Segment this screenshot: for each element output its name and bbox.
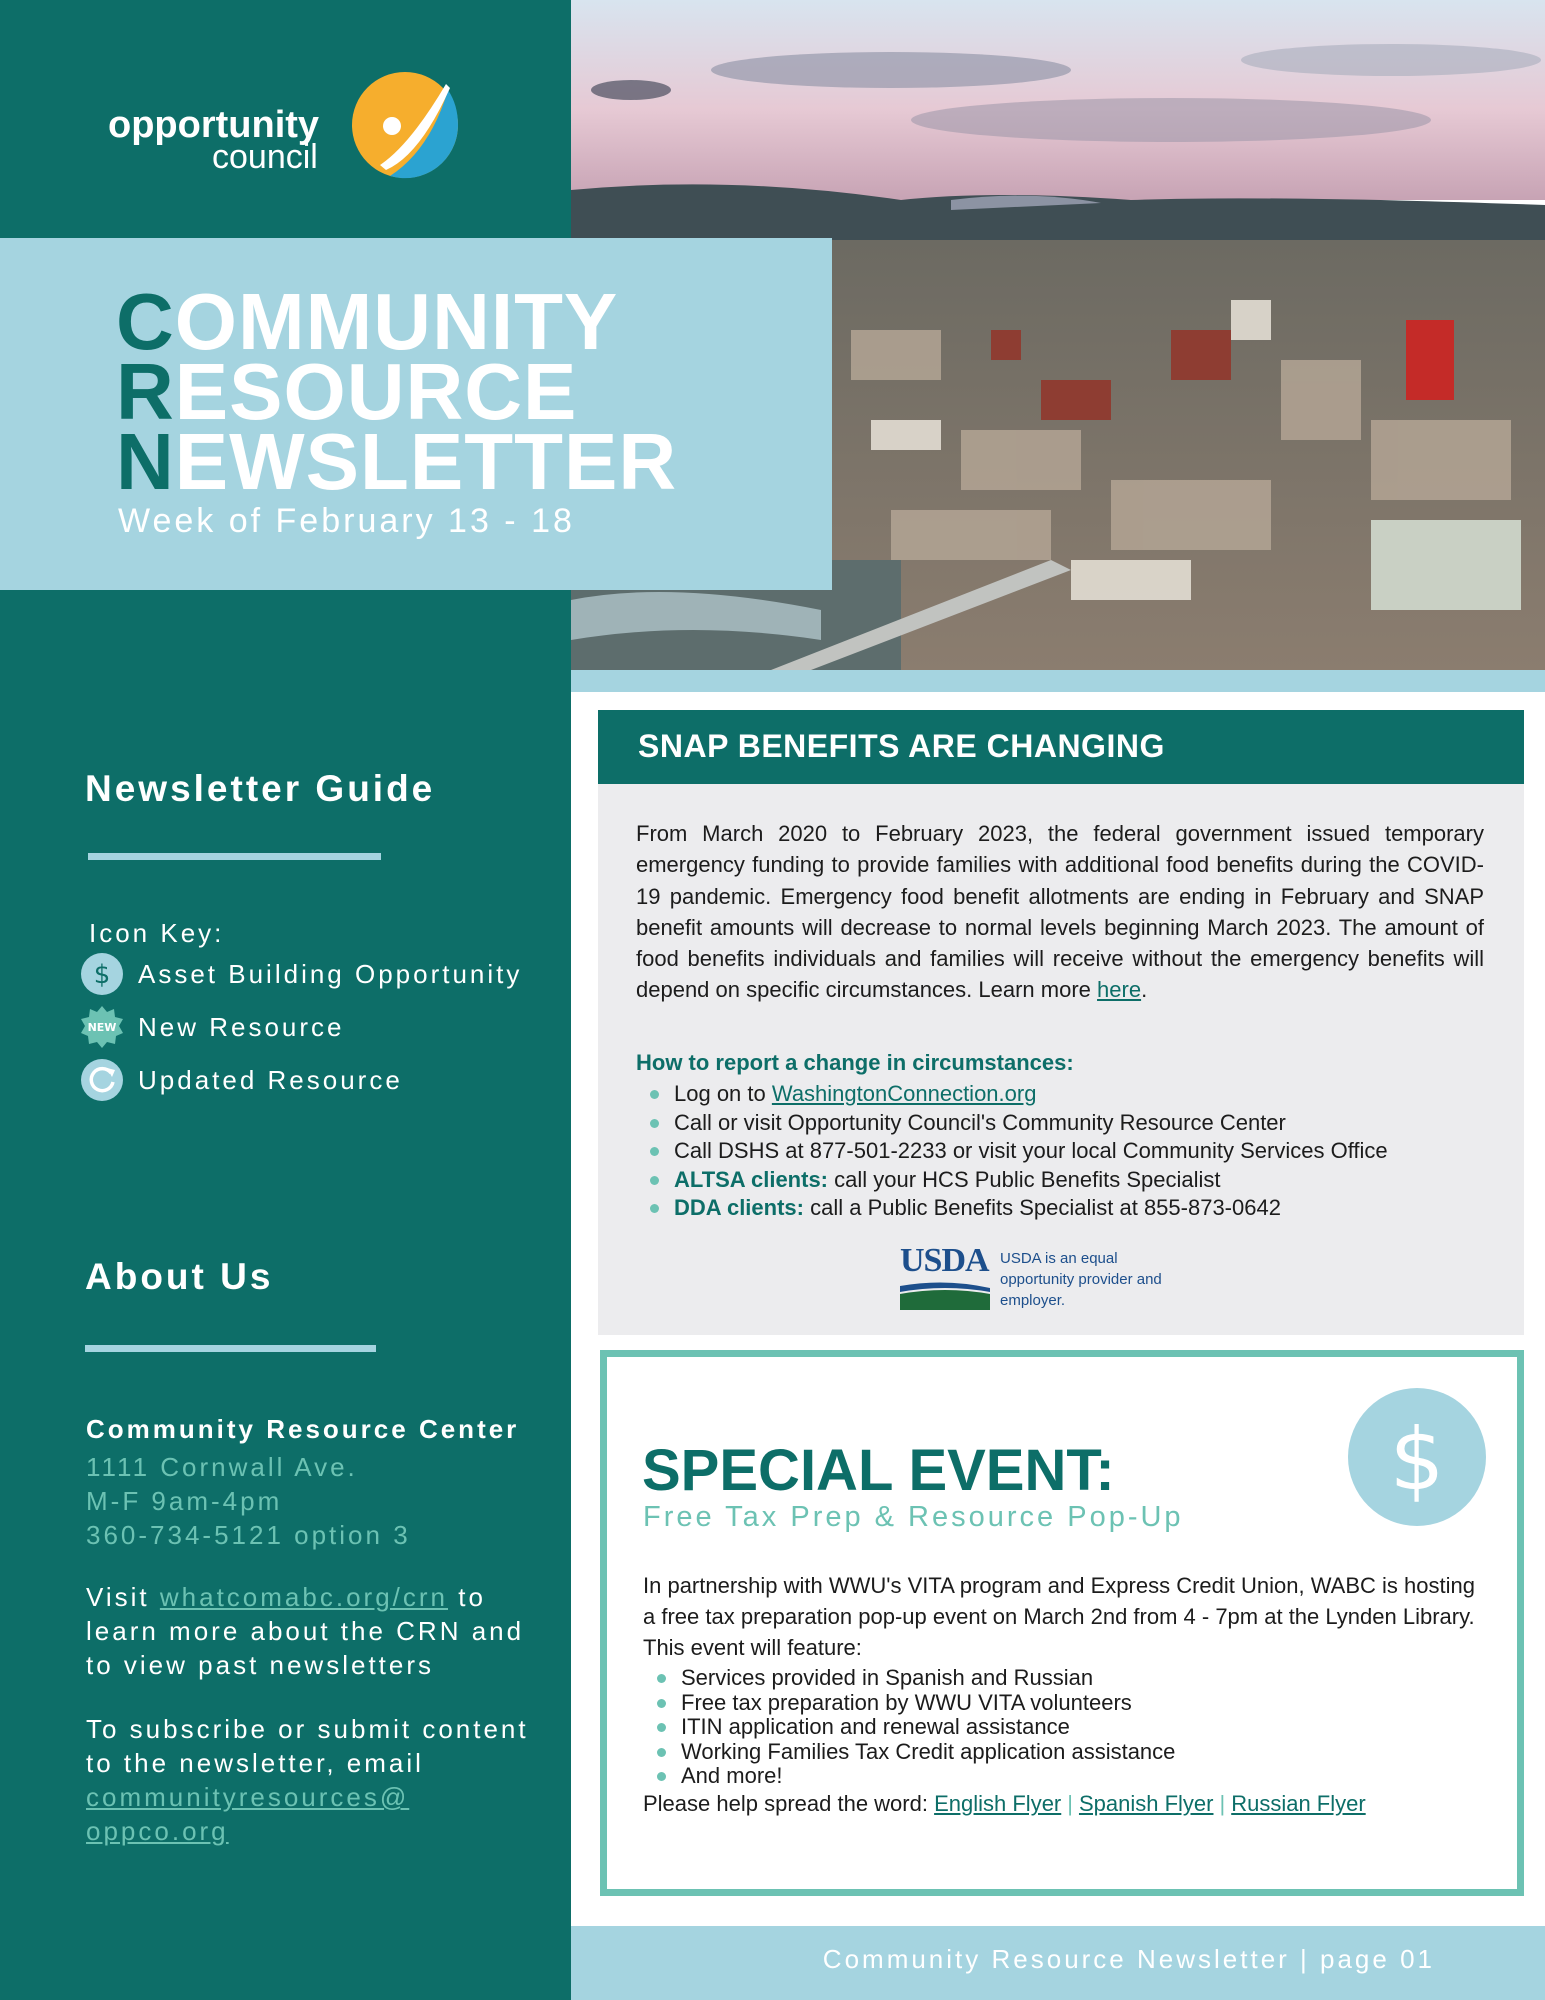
report-change-list — [636, 1080, 1388, 1223]
center-address: 1111 Cornwall Ave. — [86, 1452, 358, 1482]
subscribe-paragraph: To subscribe or submit content to the newsletter, email communityresources@ oppco.org — [86, 1714, 529, 1846]
footer-text: Community Resource Newsletter | page 01 — [822, 1944, 1435, 1974]
opportunity-council-logo — [108, 68, 468, 183]
new-badge-icon — [80, 1005, 124, 1049]
masthead-title-line-2: RESOURCE — [116, 347, 578, 436]
week-of-date: Week of February 13 - 18 — [118, 502, 575, 540]
dollar-icon — [80, 952, 124, 996]
icon-key-new-resource: NEW New Resource — [80, 1005, 345, 1049]
svg-text:$: $ — [1389, 1410, 1445, 1510]
svg-text:NEW: NEW — [87, 1021, 117, 1034]
list-item: Working Families Tax Credit application assistance — [643, 1740, 1175, 1765]
list-item: Call or visit Opportunity Council's Community Resource Center — [636, 1109, 1388, 1138]
washington-connection-link[interactable]: WashingtonConnection.org — [771, 1081, 1037, 1106]
list-item: Free tax preparation by WWU VITA volunteers — [643, 1691, 1175, 1716]
center-name: Community Resource Center — [86, 1414, 520, 1444]
center-phone: 360-734-5121 option 3 — [86, 1520, 411, 1550]
english-flyer-link[interactable]: English Flyer — [934, 1791, 1062, 1816]
list-item: ITIN application and renewal assistance — [643, 1715, 1175, 1740]
list-item: Call DSHS at 877-501-2233 or visit your local Community Services Office — [636, 1137, 1388, 1166]
logo-text-opportunity: opportunity — [108, 104, 320, 146]
usda-notice — [900, 1242, 1180, 1312]
snap-benefits-section — [598, 710, 1524, 1335]
learn-more-link[interactable]: here — [1097, 977, 1142, 1003]
masthead-band — [0, 238, 832, 590]
refresh-icon — [80, 1058, 124, 1102]
email-link[interactable]: communityresources@ oppco.org — [86, 1782, 410, 1846]
logo-text-council: council — [212, 138, 318, 176]
masthead-title-line-3: NEWSLETTER — [116, 417, 678, 506]
snap-header-bar — [598, 710, 1524, 784]
snap-body-text: From March 2020 to February 2023, the federal government issued temporary emergency funding to provide families with additional food benefits during the COVID-19 pandemic. Emergency food benefit allotments are ending in February and SNAP benefit amounts will decrease to normal levels beginning March 2023. The amount of food benefits individuals and families will receive without the emergency benefits will depend on specific circumstances. Learn more here. — [636, 821, 1484, 1003]
spread-the-word: Please help spread the word: English Flyer | Spanish Flyer | Russian Flyer — [643, 1791, 1366, 1816]
special-event-section — [600, 1350, 1524, 1896]
event-title: SPECIAL EVENT: — [642, 1438, 1115, 1503]
event-features-list — [643, 1666, 1175, 1789]
svg-text:$: $ — [93, 960, 111, 990]
how-to-report-heading: How to report a change in circumstances: — [636, 1050, 1074, 1075]
usda-equal-opportunity-note: USDA is an equal opportunity provider and employer. — [1000, 1250, 1162, 1309]
logo-mark-icon — [350, 70, 460, 180]
divider — [88, 853, 381, 860]
dollar-icon — [1347, 1387, 1487, 1527]
divider — [85, 1345, 376, 1352]
center-hours: M-F 9am-4pm — [86, 1486, 283, 1516]
photo-divider-strip — [571, 670, 1545, 692]
newsletter-guide-heading: Newsletter Guide — [85, 768, 436, 809]
spanish-flyer-link[interactable]: Spanish Flyer — [1078, 1791, 1214, 1816]
page-footer — [571, 1926, 1545, 2000]
snap-title: SNAP BENEFITS ARE CHANGING — [638, 728, 1165, 764]
masthead-title-line-1: COMMUNITY — [116, 277, 619, 366]
event-body-text: In partnership with WWU's VITA program and Express Credit Union, WABC is hosting a free tax preparation pop-up event on March 2nd from 4 - 7pm at the Lynden Library. This event will feature: — [643, 1573, 1475, 1660]
visit-paragraph: Visit whatcomabc.org/crn to learn more about the CRN and to view past newsletters — [86, 1582, 525, 1680]
icon-key-label: Icon Key: — [89, 918, 225, 948]
crn-website-link[interactable]: whatcomabc.org/crn — [159, 1582, 448, 1612]
icon-key-updated-resource: Updated Resource — [80, 1058, 403, 1102]
russian-flyer-link[interactable]: Russian Flyer — [1231, 1791, 1366, 1816]
about-us-heading: About Us — [85, 1256, 274, 1297]
list-item: ALTSA clients: call your HCS Public Benefits Specialist — [636, 1166, 1388, 1195]
icon-key-asset-building: $ Asset Building Opportunity — [80, 952, 522, 996]
usda-logo: USDA — [900, 1242, 992, 1310]
event-subtitle: Free Tax Prep & Resource Pop-Up — [643, 1501, 1184, 1533]
list-item: And more! — [643, 1764, 1175, 1789]
list-item: Log on to WashingtonConnection.org — [636, 1080, 1388, 1109]
list-item: Services provided in Spanish and Russian — [643, 1666, 1175, 1691]
list-item: DDA clients: call a Public Benefits Specialist at 855-873-0642 — [636, 1194, 1388, 1223]
